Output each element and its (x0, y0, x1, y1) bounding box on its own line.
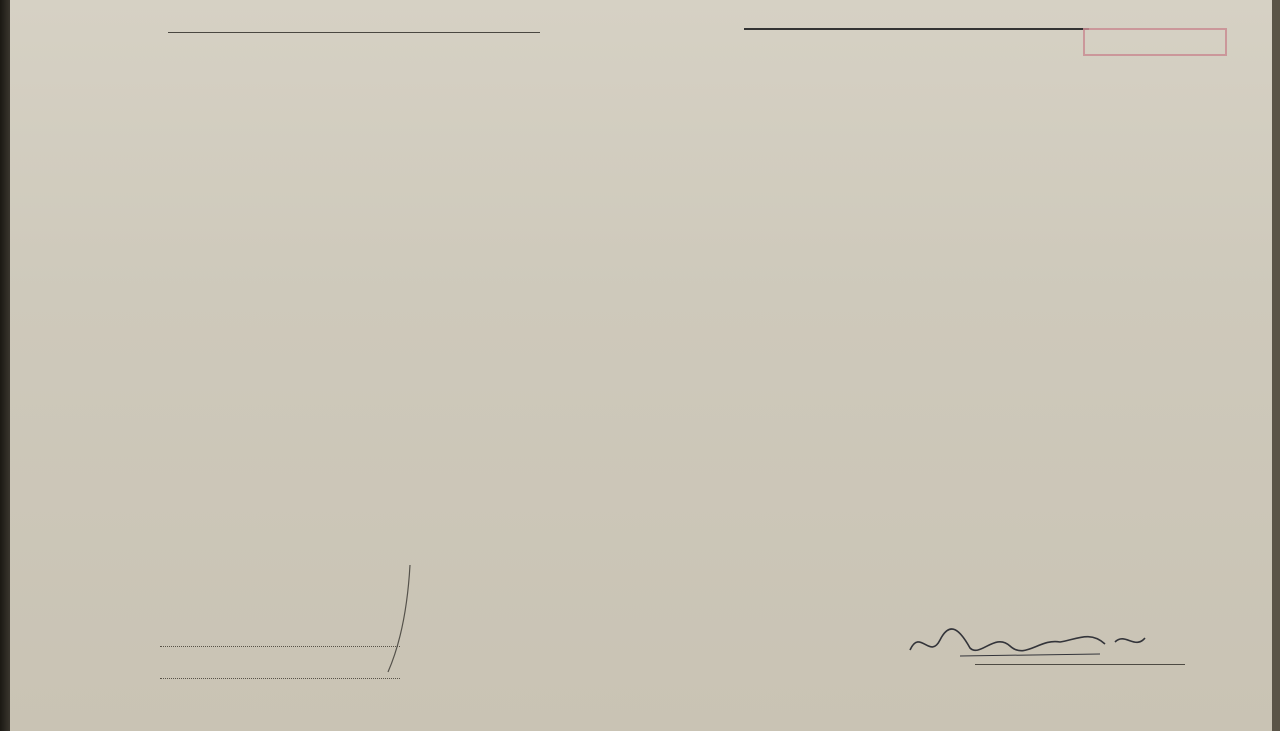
date-line (160, 678, 400, 679)
pencil-stroke (380, 560, 420, 680)
corps-underline (168, 32, 540, 33)
binding-edge (0, 0, 10, 731)
original-stamp (1083, 28, 1227, 56)
officer-signature (900, 620, 1160, 670)
signature-line (975, 664, 1185, 665)
place-line (160, 646, 400, 647)
page-edge (1272, 0, 1280, 731)
strikethrough-line (744, 28, 1089, 30)
